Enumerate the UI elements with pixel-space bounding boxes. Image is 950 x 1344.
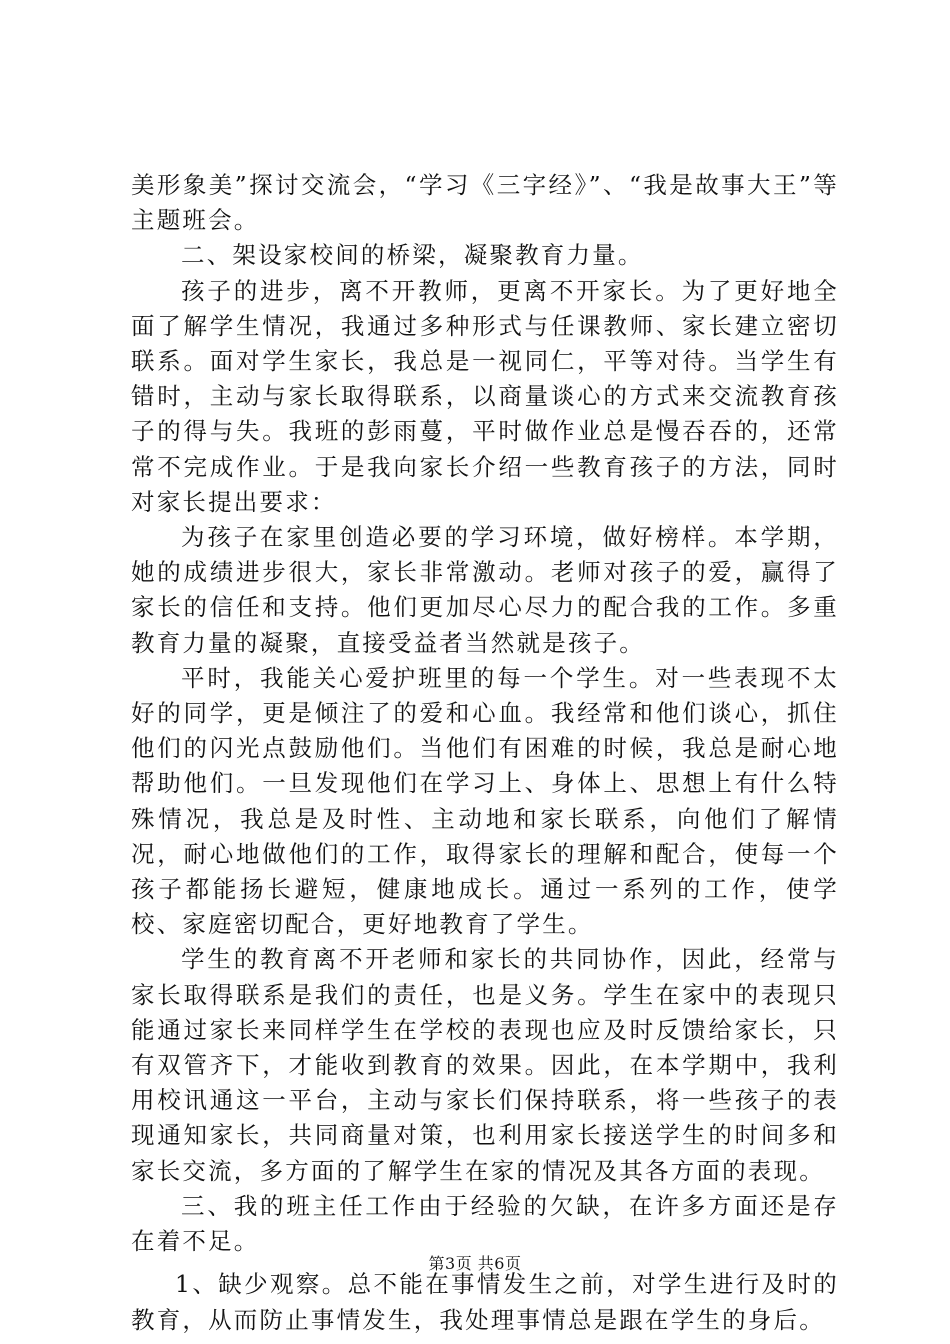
page-number-footer: 第3页 共6页 <box>428 1254 522 1273</box>
document-body <box>131 168 839 1338</box>
section-heading-2: 二、架设家校间的桥梁，凝聚教育力量。 <box>181 241 644 270</box>
section-heading-3: 三、我的班主任工作由于经验的欠缺，在许多方面还是存在着不足。 <box>131 1191 839 1256</box>
list-item: 1、缺少观察。总不能在事情发生之前，对学生进行及时的教育，从而防止事情发生，我处理事情总是跟在学生的身后。 <box>131 1270 839 1334</box>
paragraph: 平时，我能关心爱护班里的每一个学生。对一些表现不太好的同学，更是倾注了的爱和心血。我经常和他们谈心，抓住他们的闪光点鼓励他们。当他们有困难的时候，我总是耐心地帮助他们。一旦发现他们在学习上、身体上、思想上有什么特殊情况，我总是及时性、主动地和家长联系，向他们了解情况，耐心地做他们的工作，取得家长的理解和配合，使每一个孩子都能扬长避短，健康地成长。通过一系列的工作，使学校、家庭密切配合，更好地教育了学生。 <box>131 663 839 939</box>
paragraph: 学生的教育离不开老师和家长的共同协作，因此，经常与家长取得联系是我们的责任，也是义务。学生在家中的表现只能通过家长来同样学生在学校的表现也应及时反馈给家长，只有双管齐下，才能收到教育的效果。因此，在本学期中，我利用校讯通这一平台，主动与家长们保持联系，将一些孩子的表现通知家长，共同商量对策，也利用家长接送学生的时间多和家长交流，多方面的了解学生在家的情况及其各方面的表现。 <box>131 945 839 1185</box>
paragraph: 孩子的进步，离不开教师，更离不开家长。为了更好地全面了解学生情况，我通过多种形式与任课教师、家长建立密切联系。面对学生家长，我总是一视同仁，平等对待。当学生有错时，主动与家长取得联系，以商量谈心的方式来交流教育孩子的得与失。我班的彭雨蔓，平时做作业总是慢吞吞的，还常常不完成作业。于是我向家长介绍一些教育孩子的方法，同时对家长提出要求： <box>131 276 839 516</box>
paragraph-continuation: 美形象美”探讨交流会，“学习《三字经》”、“我是故事大王”等主题班会。 <box>131 171 839 235</box>
paragraph: 为孩子在家里创造必要的学习环境，做好榜样。本学期，她的成绩进步很大，家长非常激动。老师对孩子的爱，赢得了家长的信任和支持。他们更加尽心尽力的配合我的工作。多重教育力量的凝聚，直接受益者当然就是孩子。 <box>131 523 839 657</box>
